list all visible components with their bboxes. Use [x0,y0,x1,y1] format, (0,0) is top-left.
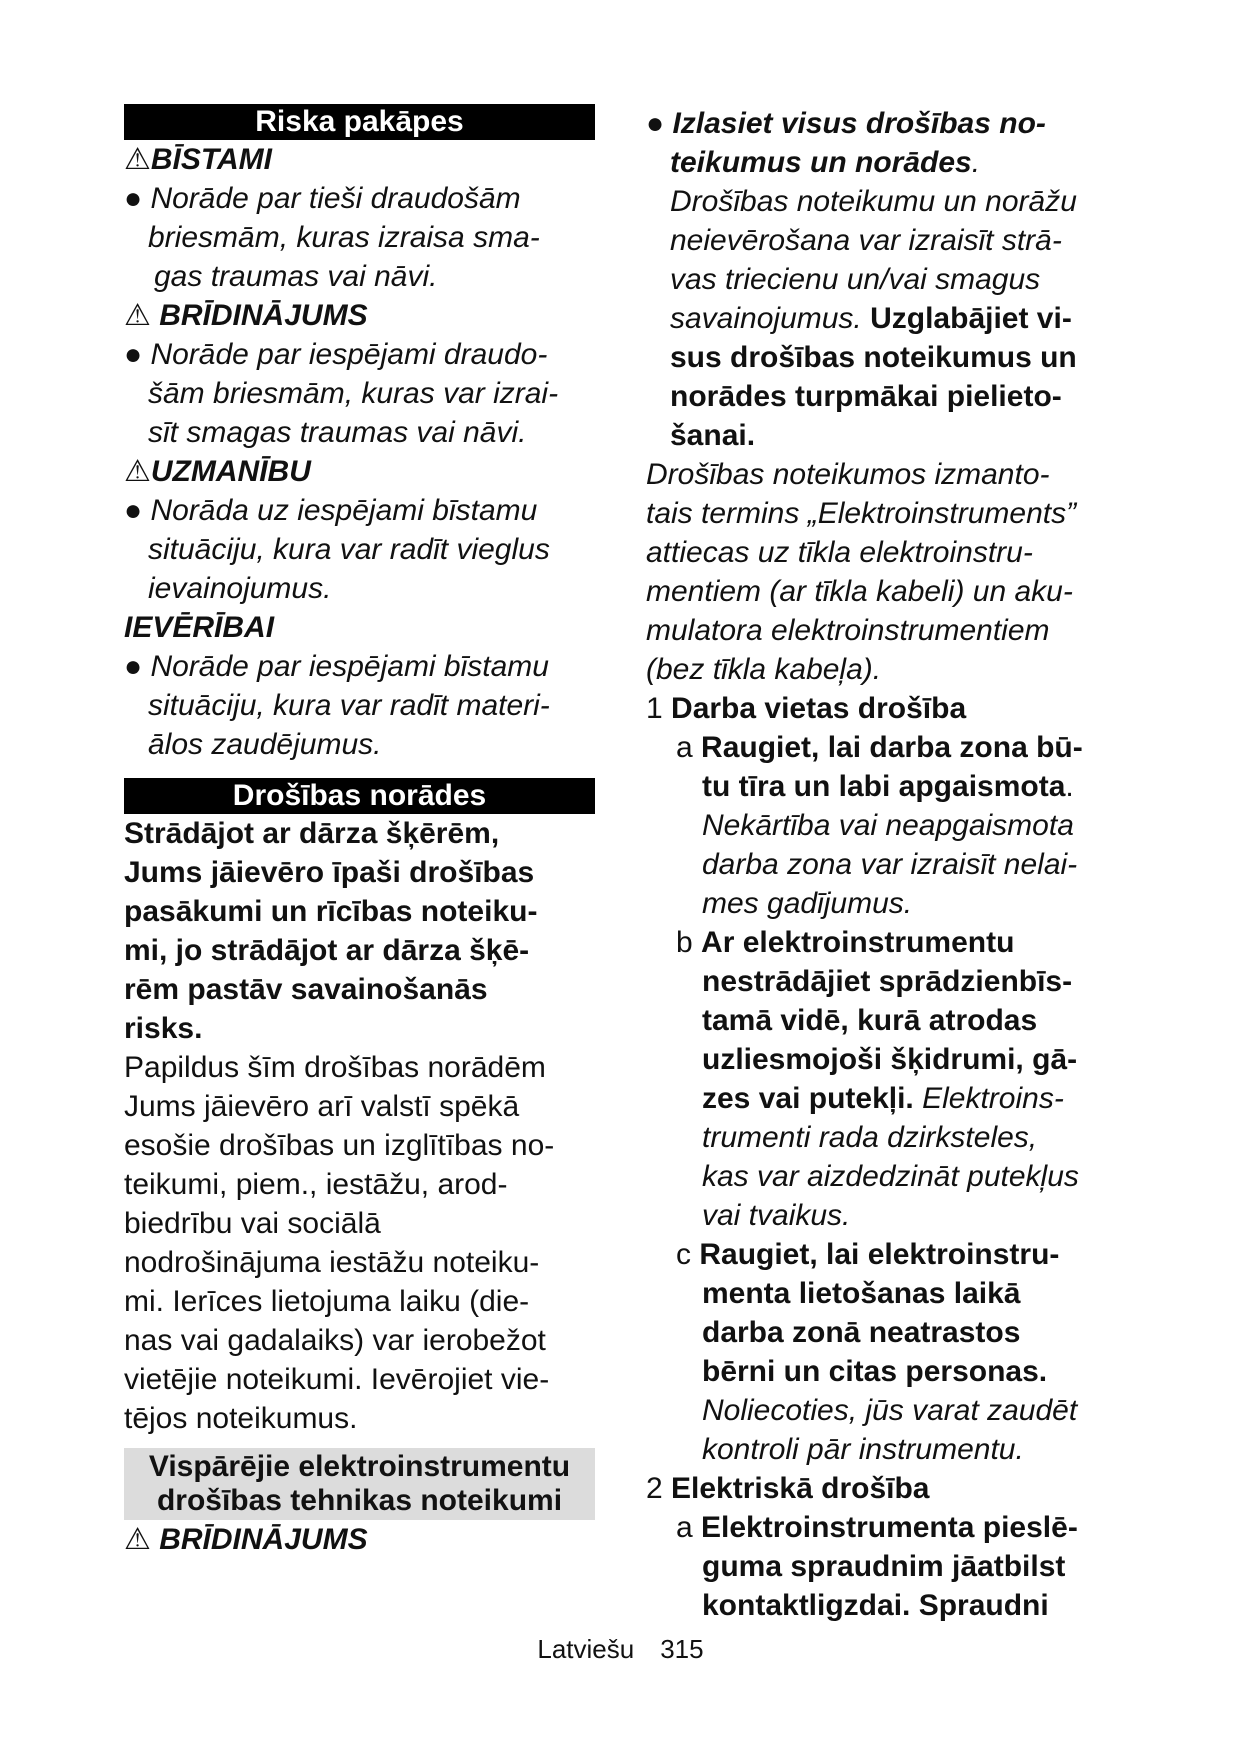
item-1b-line: tamā vidē, kurā atrodas [702,1004,1038,1037]
item-1c-line: menta lietošanas laikā [702,1277,1021,1310]
item-1a-line: a Raugiet, lai darba zona bū- [676,731,1083,764]
term-definition-line: (bez tīkla kabeļa). [646,653,882,686]
caution-text-line: ievainojumus. [148,572,332,605]
safety-text-line: Papildus šīm drošības norādēm [124,1051,546,1084]
item-1b-explanation: vai tvaikus. [702,1199,851,1232]
warning-text-line: ● Norāde par iespējami draudo- [124,338,548,371]
safety-bold-line: rēm pastāv savainošanās [124,973,488,1006]
read-explanation-line: neievērošana var izraisīt strā- [670,224,1062,257]
page-number: 315 [660,1634,704,1664]
term-definition-line: Drošības noteikumos izmanto- [646,458,1050,491]
item-1c-line: darba zonā neatrastos [702,1316,1021,1349]
keep-instructions-line: šanai. [670,419,756,452]
caution-text-line: situāciju, kura var radīt vieglus [148,533,550,566]
item-1b-explanation: trumenti rada dzirksteles, [702,1121,1038,1154]
safety-text-line: mi. Ierīces lietojuma laiku (die- [124,1285,530,1318]
term-definition-line: mulatora elektroinstrumentiem [646,614,1050,647]
keep-instructions-line: sus drošības noteikumus un [670,341,1077,374]
safety-text-line: esošie drošības un izglītības no- [124,1129,555,1162]
safety-bold-line: Strādājot ar dārza šķērēm, [124,817,500,850]
read-explanation-line: vas triecienu un/vai smagus [670,263,1041,296]
item-1c-line: bērni un citas personas. [702,1355,1048,1388]
item-1b-line: zes vai putekļi. Elektroins- [702,1082,1064,1115]
safety-bold-line: Jums jāievēro īpaši drošības [124,856,535,889]
notice-label: IEVĒRĪBAI [124,611,275,644]
item-2a-line: guma spraudnim jāatbilst [702,1550,1066,1583]
item-2a-line: a Elektroinstrumenta pieslē- [676,1511,1078,1544]
item-1a-explanation: Nekārtība vai neapgaismota [702,809,1074,842]
safety-bold-line: pasākumi un rīcības noteiku- [124,895,538,928]
read-instructions-line: teikumus un norādes. [670,146,981,179]
safety-text-line: biedrību vai sociālā [124,1207,381,1240]
item-1b-line: uzliesmojoši šķidrumi, gā- [702,1043,1078,1076]
left-column [124,104,595,1559]
section-heading-risk-levels: Riska pakāpes [124,104,595,140]
item-1c-line: c Raugiet, lai elektroinstru- [676,1238,1060,1271]
danger-text-line: briesmām, kuras izraisa sma- [148,221,540,254]
safety-text-line: teikumi, piem., iestāžu, arod- [124,1168,508,1201]
general-warning-label: ⚠ BRĪDINĀJUMS [124,1523,368,1556]
section-2-title: 2 Elektriskā drošība [646,1472,930,1505]
safety-bold-line: mi, jo strādājot ar dārza šķē- [124,934,530,967]
section-heading-general-safety [124,1448,595,1520]
term-definition-line: attiecas uz tīkla elektroinstru- [646,536,1033,569]
item-1a-line: tu tīra un labi apgaismota. [702,770,1074,803]
general-heading-line: Vispārējie elektroinstrumentu [148,1450,571,1483]
safety-text-line: nodrošinājuma iestāžu noteiku- [124,1246,540,1279]
notice-text-line: ālos zaudējumus. [148,728,382,761]
page-footer [0,1634,1241,1665]
term-definition-line: mentiem (ar tīkla kabeli) un aku- [646,575,1073,608]
warning-text-line: šām briesmām, kuras var izrai- [148,377,559,410]
general-heading-line: drošības tehnikas noteikumi [156,1484,563,1517]
warning-label: ⚠ BRĪDINĀJUMS [124,299,368,332]
danger-text-line: ● Norāde par tieši draudošām [124,182,521,215]
safety-text-line: nas vai gadalaiks) var ierobežot [124,1324,546,1357]
term-definition-line: tais termins „Elektroinstruments” [646,497,1077,530]
caution-text-line: ● Norāda uz iespējami bīstamu [124,494,538,527]
safety-text-line: tējos noteikumus. [124,1402,358,1435]
item-2a-line: kontaktligzdai. Spraudni [702,1589,1049,1622]
section-1-title: 1 Darba vietas drošība [646,692,967,725]
caution-label: ⚠UZMANĪBU [124,455,311,488]
safety-text-line: vietējie noteikumi. Ievērojiet vie- [124,1363,550,1396]
notice-text-line: situāciju, kura var radīt materi- [148,689,550,722]
item-1a-explanation: mes gadījumus. [702,887,913,920]
safety-text-line: Jums jāievēro arī valstī spēkā [124,1090,520,1123]
keep-instructions-line: norādes turpmākai pielieto- [670,380,1062,413]
read-explanation-line: Drošības noteikumu un norāžu [670,185,1077,218]
footer-language: Latviešu [537,1634,635,1664]
item-1b-line: b Ar elektroinstrumentu [676,926,1015,959]
notice-text-line: ● Norāde par iespējami bīstamu [124,650,549,683]
danger-label: ⚠BĪSTAMI [124,143,272,176]
safety-bold-line: risks. [124,1012,203,1045]
item-1b-explanation: kas var aizdedzināt putekļus [702,1160,1079,1193]
read-explanation-line: savainojumus. Uzglabājiet vi- [670,302,1072,335]
section-heading-safety-instructions: Drošības norādes [124,778,595,814]
item-1c-explanation: Noliecoties, jūs varat zaudēt [702,1394,1078,1427]
item-1b-line: nestrādājiet sprādzienbīs- [702,965,1073,998]
read-instructions-line: ● Izlasiet visus drošības no- [646,107,1046,140]
danger-text-line: gas traumas vai nāvi. [154,260,438,293]
item-1a-explanation: darba zona var izraisīt nelai- [702,848,1078,881]
right-column [646,104,1131,1625]
item-1c-explanation: kontroli pār instrumentu. [702,1433,1024,1466]
warning-text-line: sīt smagas traumas vai nāvi. [148,416,527,449]
